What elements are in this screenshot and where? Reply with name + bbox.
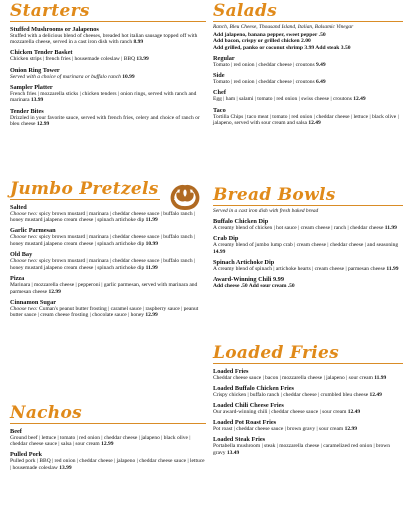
section-title-pretzels: Jumbo Pretzels xyxy=(10,179,159,199)
item-description: Choose two: spicy brown mustard | marinara | cheddar cheese sauce | buffalo ranch | honey mustard jalapeno cream cheese | spinach artichoke dip 11.99 xyxy=(10,210,196,224)
item-description: Tomato | red onion | cheddar cheese | croutons 9.49 xyxy=(213,61,326,68)
item-description: Crispy chicken | buffalo ranch | cheddar cheese | crumbled bleu cheese 12.49 xyxy=(213,391,382,398)
item-price: 13.99 xyxy=(136,56,149,63)
item-description: Ground beef | lettuce | tomato | red onion | cheddar cheese | jalapeno | black olive | cheddar cheese sauce | salsa | sour cream 12.99 xyxy=(10,434,191,448)
menu-item xyxy=(213,385,403,399)
bread-bowls-list xyxy=(213,218,403,290)
item-price: 12.99 xyxy=(344,426,357,433)
addon-line: Add grilled, panko or coconut shrimp 3.99 Add steak 3.50 xyxy=(213,44,351,51)
item-price: 11.99 xyxy=(374,374,387,381)
item-description: Portabella mushroom | steak | mozzarella cheese | caramelized red onion | brown gravy 13.49 xyxy=(213,443,390,456)
item-description: A creamy blend of spinach | artichoke hearts | cream cheese | parmesan cheese 11.99 xyxy=(213,266,399,273)
menu-item xyxy=(213,107,403,127)
item-description: Egg | ham | salami | tomato | red onion | swiss cheese | croutons 12.49 xyxy=(213,96,366,103)
item-name: Buffalo Chicken Dip xyxy=(213,218,269,226)
item-name: Stuffed Mushrooms or Jalapenos xyxy=(10,25,99,33)
nachos-section xyxy=(10,404,206,472)
menu-item xyxy=(213,436,403,456)
item-name: Loaded Buffalo Chicken Fries xyxy=(213,384,294,392)
item-description: Tortilla Chips | taco meat | tomato | red onion | cheddar cheese | lettuce | black olive | jalapeno, served with sour cream and salsa 12.49 xyxy=(213,113,399,127)
menu-item xyxy=(213,419,403,433)
item-description: Pulled pork | BBQ | red onion | cheddar cheese | jalapeno | cheddar cheese sauce | lettuce | housemade coleslaw 13.99 xyxy=(10,458,205,471)
item-name: Loaded Fries xyxy=(213,367,249,375)
item-name: Side xyxy=(213,72,225,80)
item-description: Chicken strips | french fries | housemade coleslaw | BBQ 13.99 xyxy=(10,56,149,63)
section-title-bread-bowls: Bread Bowls xyxy=(213,186,403,206)
item-name: Garlic Parmesan xyxy=(10,227,56,235)
item-description: Cheddar cheese sauce | bacon | mozzarella cheese | jalapeno | sour cream 11.99 xyxy=(213,374,387,381)
menu-item xyxy=(10,451,206,471)
section-title-nachos: Nachos xyxy=(10,404,206,424)
item-description: A creamy blend of jumbo lump crab | cream cheese | cheddar cheese | and seasoning 14.99 xyxy=(213,242,399,255)
section-title-salads: Salads xyxy=(213,2,403,22)
salads-list xyxy=(213,55,403,127)
nachos-list xyxy=(10,428,206,472)
menu-item xyxy=(213,218,403,232)
item-name: Tender Bites xyxy=(10,107,44,115)
item-price: 9.49 xyxy=(315,61,326,68)
item-price: 14.99 xyxy=(213,248,226,255)
item-price: 13.49 xyxy=(226,449,240,456)
menu-item xyxy=(10,84,206,104)
loaded-fries-list xyxy=(213,368,403,457)
item-description: Tomato | red onion | cheddar cheese | croutons 6.49 xyxy=(213,79,326,86)
item-price: 12.99 xyxy=(101,441,114,448)
item-name: Taco xyxy=(213,106,226,114)
menu-item xyxy=(10,49,206,63)
item-description: Drizzled in your favorite sauce, served with french fries, celery and choice of ranch or bleu cheese 12.99 xyxy=(10,114,200,128)
item-name: Old Bay xyxy=(10,251,33,259)
bread-bowls-subtitle: Served in a cast iron dish with fresh baked bread xyxy=(213,208,319,214)
menu-item xyxy=(10,251,206,271)
item-name: Sampler Platter xyxy=(10,83,53,91)
menu-item xyxy=(213,276,403,290)
menu-item xyxy=(213,72,403,86)
item-name: Award-Winning Chili 9.99 xyxy=(213,276,284,284)
item-description: Stuffed with a delicious blend of cheeses, breaded hot italian sausage topped off with mozzarella cheese, served in a cast iron dish with ranch 8.99 xyxy=(10,32,198,46)
section-title-starters: Starters xyxy=(10,2,206,22)
item-description: Our award-winning chili | cheddar cheese sauce | sour cream 12.49 xyxy=(213,408,361,415)
menu-item xyxy=(213,89,403,103)
addon-line: Add jalapeno, banana pepper, sweet pepper .50 xyxy=(213,31,326,38)
item-price: 12.49 xyxy=(308,120,321,127)
item-price: 11.99 xyxy=(384,225,397,232)
dressing-options: Ranch, Bleu Cheese, Thousand Island, Italian, Balsamic Vinegar xyxy=(213,24,354,30)
item-name: Beef xyxy=(10,427,22,435)
menu-item xyxy=(213,368,403,382)
item-description: Choose two: Cuman's peanut butter frosting | caramel sauce | raspberry sauce | peanut butter sauce | cream cheese frosting | chocolate sauce | honey 12.99 xyxy=(10,305,199,319)
item-name: Loaded Steak Fries xyxy=(213,436,266,444)
salads-section xyxy=(213,2,403,127)
item-price: 13.99 xyxy=(30,97,44,104)
menu-item xyxy=(10,26,206,46)
item-price: 6.49 xyxy=(315,79,326,86)
bread-bowls-section xyxy=(213,186,403,290)
item-price: 11.99 xyxy=(145,264,158,271)
item-price: 11.99 xyxy=(386,266,399,273)
item-name: Loaded Chili Cheese Fries xyxy=(213,401,284,409)
item-price: 10.99 xyxy=(122,73,135,80)
item-name: Spinach Artichoke Dip xyxy=(213,259,275,267)
item-name: Onion Ring Tower xyxy=(10,66,60,74)
item-price: 12.49 xyxy=(347,408,361,415)
addon-line: Add bacon, crispy or grilled chicken 2.00 xyxy=(213,38,311,45)
item-price: 12.99 xyxy=(36,121,50,128)
item-name: Pulled Pork xyxy=(10,451,43,459)
item-name: Pizza xyxy=(10,274,25,282)
section-title-loaded-fries: Loaded Fries xyxy=(213,344,403,364)
item-name: Regular xyxy=(213,54,235,62)
item-price: 11.99 xyxy=(145,217,158,224)
item-price: 12.49 xyxy=(369,391,382,398)
item-price: 8.99 xyxy=(133,39,144,46)
item-description: French fries | mozzarella sticks | chicken tenders | onion rings, served with ranch and marinara 13.99 xyxy=(10,90,197,104)
menu-item xyxy=(213,259,403,273)
menu-item xyxy=(213,402,403,416)
starters-section xyxy=(10,2,206,128)
menu-item xyxy=(10,428,206,448)
item-description: Add cheese .50 Add sour cream .50 xyxy=(213,283,295,290)
item-description: Marinara | mozzarella cheese | pepperoni | garlic parmesan, served with marinara and parmesan cheese 12.99 xyxy=(10,281,198,295)
item-description: Choose two: spicy brown mustard | marinara | cheddar cheese sauce | buffalo ranch | honey mustard jalapeno cream cheese | spinach artichoke dip 11.99 xyxy=(10,258,196,271)
loaded-fries-section xyxy=(213,344,403,457)
salad-addons xyxy=(213,32,403,52)
pretzels-list xyxy=(10,204,206,319)
item-price: 10.99 xyxy=(145,240,159,247)
menu-item xyxy=(213,55,403,69)
menu-item xyxy=(213,235,403,255)
menu-item xyxy=(10,275,206,295)
item-price: 12.99 xyxy=(48,288,61,295)
item-name: Cinnamon Sugar xyxy=(10,298,57,306)
item-name: Salted xyxy=(10,203,27,211)
menu-item xyxy=(10,108,206,128)
item-name: Chef xyxy=(213,89,226,97)
item-name: Loaded Pot Roast Fries xyxy=(213,419,277,427)
item-description: Served with a choice of marinara or buffalo ranch 10.99 xyxy=(10,73,135,80)
starters-list xyxy=(10,26,206,128)
menu-item xyxy=(10,227,206,247)
item-description: A creamy blend of chicken | hot sauce | cream cheese | ranch | cheddar cheese 11.99 xyxy=(213,225,397,232)
pretzel-icon xyxy=(168,182,202,212)
item-price: 13.99 xyxy=(59,464,72,471)
item-price: 12.99 xyxy=(145,312,158,319)
item-description: Pot roast | cheddar cheese sauce | brown gravy | sour cream 12.99 xyxy=(213,426,357,433)
menu-item xyxy=(10,299,206,319)
item-price: 12.49 xyxy=(353,96,366,103)
item-name: Crab Dip xyxy=(213,235,239,243)
menu-item xyxy=(10,67,206,81)
item-name: Chicken Tender Basket xyxy=(10,49,73,57)
item-description: Choose two: spicy brown mustard | marinara | cheddar cheese sauce | buffalo ranch | honey mustard jalapeno cream cheese | spinach artichoke dip 10.99 xyxy=(10,234,196,247)
